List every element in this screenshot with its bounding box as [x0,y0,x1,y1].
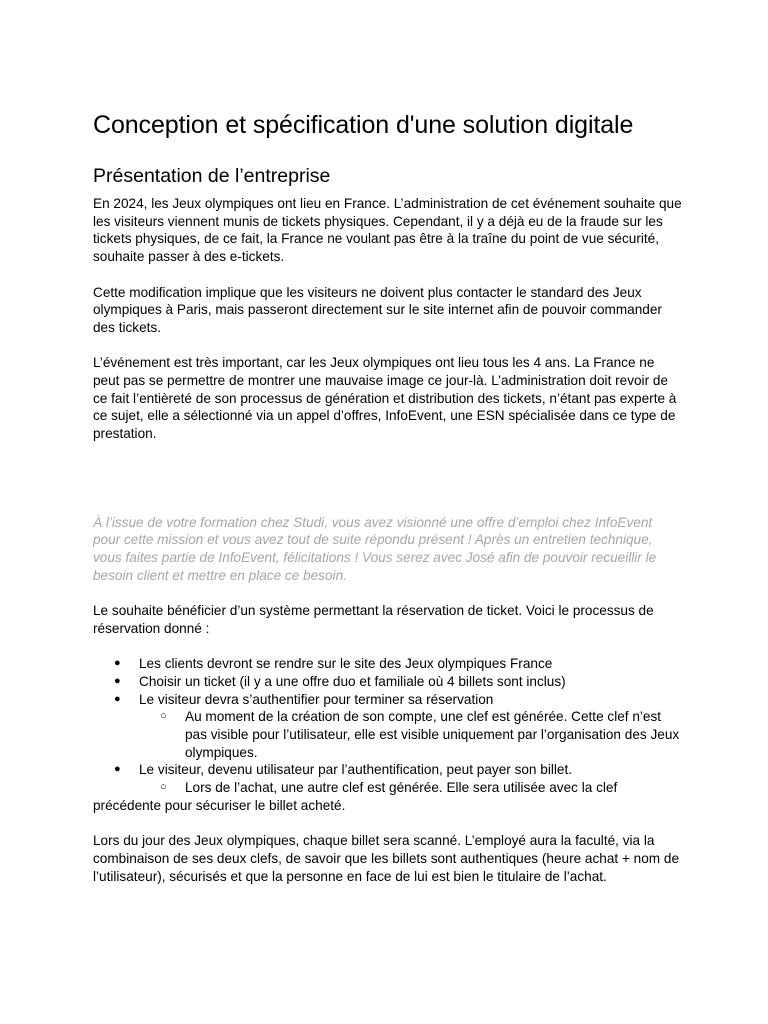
section-heading: Présentation de l’entreprise [93,165,331,187]
list-item [93,691,683,762]
sub-list-item-text: Lors de l’achat, une autre clef est générée. Elle sera utilisée avec la clef [185,780,618,796]
sub-list-item-continuation: précédente pour sécuriser le billet acheté. [93,797,346,813]
paragraph-note: À l’issue de votre formation chez Studi, vous avez visionné une offre d’emploi chez InfoEvent pour cette mission et vous avez tout de suite répondu présent ! Après un entretien technique, vous faites partie de InfoEvent, félicitations ! Vous serez avec José afin de pouvoir recueillir le besoin client et mettre en place ce besoin. [93,514,657,583]
paragraph-scan: Lors du jour des Jeux olympiques, chaque billet sera scanné. L’employé aura la faculté, via la combinaison de ses deux clefs, de savoir que les billets sont authentiques (heure achat + nom de l’utilisateur), sécurisés et que la personne en face de lui est bien le titulaire de l’achat. [93,833,680,884]
paragraph-process-intro: Le souhaite bénéficier d’un système permettant la réservation de ticket. Voici le processus de réservation donné : [93,603,654,636]
list-item-text: Le visiteur devra s’authentifier pour terminer sa réservation [139,691,494,707]
paragraph-modification: Cette modification implique que les visiteurs ne doivent plus contacter le standard des Jeux olympiques à Paris, mais passeront directement sur le site internet afin de pouvoir commander des tickets. [93,284,662,335]
sub-list-item [93,779,683,797]
list-item: ● Les clients devront se rendre sur le site des Jeux olympiques France [93,655,683,673]
process-list [93,655,683,779]
paragraph-importance: L’événement est très important, car les Jeux olympiques ont lieu tous les 4 ans. La France ne peut pas se permettre de montrer une mauvaise image ce jour-là. L’administration doit revoir de ce fait l’entièreté de son processus de génération et distribution des tickets, n’étant pas experte à ce sujet, elle a sélectionné via un appel d’offres, InfoEvent, une ESN spécialisée dans ce type de prestation. [93,355,677,442]
document-body [93,109,683,885]
circle-bullet-icon: ○ [160,781,167,794]
sub-list [139,708,683,761]
paragraph-intro: En 2024, les Jeux olympiques ont lieu en France. L’administration de cet événement souhaite que les visiteurs viennent munis de tickets physiques. Cependant, il y a déjà eu de la fraude sur les tickets physiques, de ce fait, la France ne voulant pas être à la traîne du point de vue sécurité, souhaite passer à des e-tickets. [93,196,682,265]
list-item: ● Le visiteur, devenu utilisateur par l’authentification, peut payer son billet. [93,761,683,779]
sub-list-item: ○ Au moment de la création de son compte, une clef est générée. Cette clef n’est pas visible pour l’utilisateur, elle est visible uniquement par l’organisation des Jeux olympiques. [139,708,683,761]
list-item: ● Choisir un ticket (il y a une offre duo et familiale où 4 billets sont inclus) [93,673,683,691]
document-title: Conception et spécification d'une solution digitale [93,111,634,139]
